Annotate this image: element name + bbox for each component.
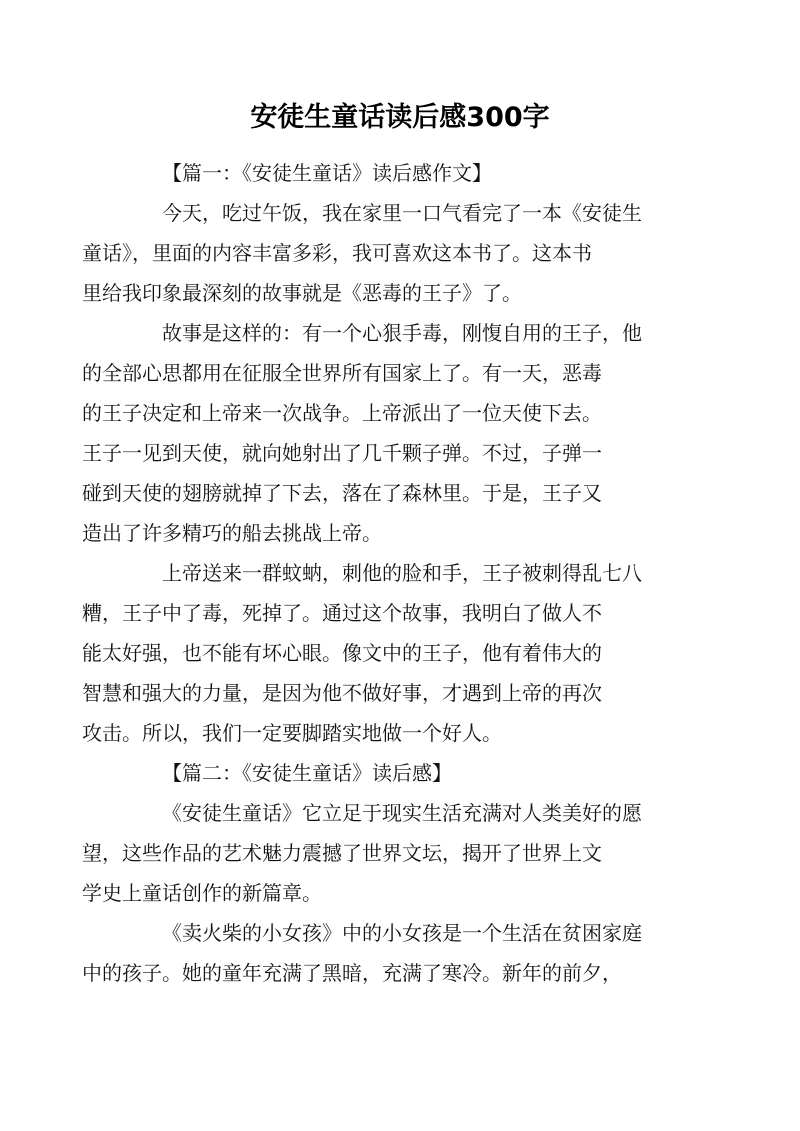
paragraph-5 <box>82 913 682 993</box>
paragraph-1-line-2: 童话》，里面的内容丰富多彩，我可喜欢这本书了。这本书 <box>82 241 592 265</box>
paragraph-1-line-1: 今天，吃过午饭，我在家里一口气看完了一本《安徒生 <box>162 201 642 225</box>
paragraph-2-line-5: 碰到天使的翅膀就掉了下去，落在了森林里。于是，王子又 <box>82 481 602 505</box>
paragraph-5-line-1: 《卖火柴的小女孩》中的小女孩是一个生活在贫困家庭 <box>162 921 642 945</box>
paragraph-2-line-2: 的全部心思都用在征服全世界所有国家上了。有一天，恶毒 <box>82 361 602 385</box>
document-title: 安徒生童话读后感300字 <box>250 102 550 133</box>
section-heading-2: 【篇二：《安徒生童话》读后感】 <box>162 761 452 785</box>
paragraph-2-line-4: 王子一见到天使，就向她射出了几千颗子弹。不过，子弹一 <box>82 441 602 465</box>
paragraph-4 <box>82 793 682 913</box>
paragraph-3 <box>82 553 682 753</box>
paragraph-2-line-6: 造出了许多精巧的船去挑战上帝。 <box>82 521 382 545</box>
paragraph-3-line-2: 糟，王子中了毒，死掉了。通过这个故事，我明白了做人不 <box>82 601 602 625</box>
paragraph-4-line-1: 《安徒生童话》它立足于现实生活充满对人类美好的愿 <box>162 801 642 825</box>
paragraph-3-line-5: 攻击。所以，我们一定要脚踏实地做一个好人。 <box>82 721 502 745</box>
paragraph-1-line-3: 里给我印象最深刻的故事就是《恶毒的王子》了。 <box>82 281 522 305</box>
paragraph-4-line-2: 望，这些作品的艺术魅力震撼了世界文坛，揭开了世界上文 <box>82 841 602 865</box>
paragraph-2 <box>82 313 682 553</box>
section-heading-1: 【篇一：《安徒生童话》读后感作文】 <box>162 161 492 185</box>
paragraph-2-line-1: 故事是这样的：有一个心狠手毒，刚愎自用的王子，他 <box>162 321 642 345</box>
paragraph-4-line-3: 学史上童话创作的新篇章。 <box>82 881 322 905</box>
paragraph-3-line-3: 能太好强，也不能有坏心眼。像文中的王子，他有着伟大的 <box>82 641 602 665</box>
paragraph-3-line-4: 智慧和强大的力量，是因为他不做好事，才遇到上帝的再次 <box>82 681 602 705</box>
paragraph-1 <box>82 193 682 313</box>
document-body <box>82 153 682 993</box>
paragraph-2-line-3: 的王子决定和上帝来一次战争。上帝派出了一位天使下去。 <box>82 401 602 425</box>
paragraph-3-line-1: 上帝送来一群蚊蚋，刺他的脸和手，王子被刺得乱七八 <box>162 561 642 585</box>
paragraph-5-line-2: 中的孩子。她的童年充满了黑暗，充满了寒冷。新年的前夕， <box>82 961 622 985</box>
